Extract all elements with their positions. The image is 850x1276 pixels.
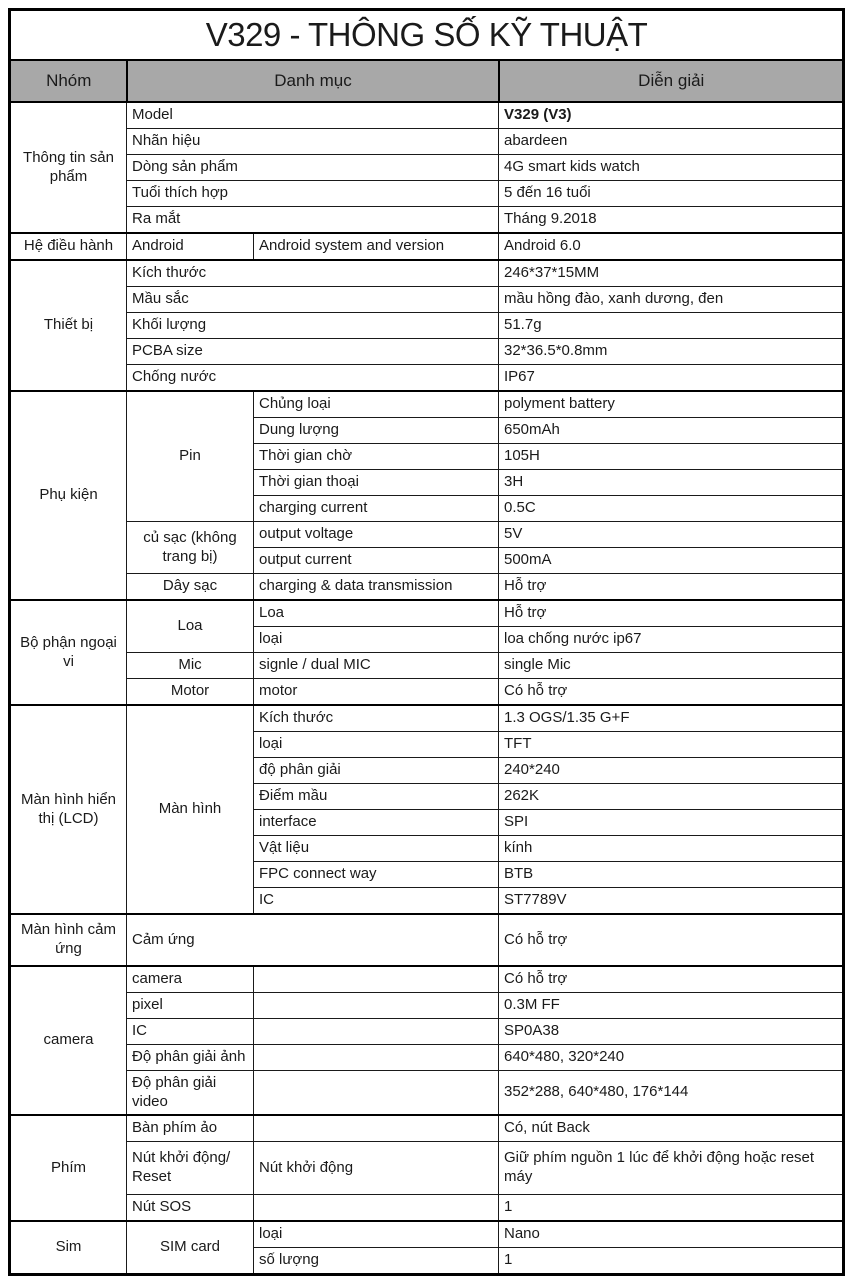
value-cell: ST7789V (499, 888, 844, 915)
subcategory-cell: output voltage (254, 522, 499, 548)
table-row (10, 207, 844, 234)
category-cell: Dây sạc (127, 574, 254, 601)
category-cell: Mic (127, 653, 254, 679)
section-thong-tin-san-pham (10, 102, 844, 233)
subcategory-cell: loại (254, 732, 499, 758)
category-cell: Ra mắt (127, 207, 499, 234)
subcategory-cell: Thời gian thoại (254, 470, 499, 496)
category-cell: Mầu sắc (127, 287, 499, 313)
value-cell: 1.3 OGS/1.35 G+F (499, 705, 844, 732)
value-cell: SPI (499, 810, 844, 836)
table-row (10, 155, 844, 181)
value-cell: loa chống nước ip67 (499, 627, 844, 653)
group-cell: Màn hình hiển thị (LCD) (10, 705, 127, 914)
category-cell: Nhãn hiệu (127, 129, 499, 155)
table-row (10, 181, 844, 207)
value-cell: kính (499, 836, 844, 862)
value-cell: 240*240 (499, 758, 844, 784)
group-cell: Màn hình cảm ứng (10, 914, 127, 966)
header-description: Diễn giải (499, 60, 844, 102)
category-cell: Chống nước (127, 365, 499, 392)
group-cell: Phụ kiện (10, 391, 127, 600)
category-cell: Dòng sản phẩm (127, 155, 499, 181)
table-row (10, 600, 844, 627)
value-cell: Có, nút Back (499, 1115, 844, 1142)
value-cell: 5 đến 16 tuổi (499, 181, 844, 207)
table-row (10, 1019, 844, 1045)
subcategory-cell: motor (254, 679, 499, 706)
category-cell: SIM card (127, 1221, 254, 1275)
table-row (10, 365, 844, 392)
table-row (10, 1115, 844, 1142)
section-man-hinh-cam-ung (10, 914, 844, 966)
category-cell: Kích thước (127, 260, 499, 287)
subcategory-cell (254, 1195, 499, 1222)
category-cell: Android (127, 233, 254, 260)
group-cell: Bộ phận ngoại vi (10, 600, 127, 705)
subcategory-cell: Điểm mầu (254, 784, 499, 810)
subcategory-cell: signle / dual MIC (254, 653, 499, 679)
value-cell: 3H (499, 470, 844, 496)
value-cell: V329 (V3) (499, 102, 844, 129)
table-row (10, 1195, 844, 1222)
category-cell: Cảm ứng (127, 914, 499, 966)
section-phu-kien (10, 391, 844, 600)
value-cell: 4G smart kids watch (499, 155, 844, 181)
group-cell: Phím (10, 1115, 127, 1221)
category-cell: Khối lượng (127, 313, 499, 339)
category-cell: củ sạc (không trang bị) (127, 522, 254, 574)
subcategory-cell: Thời gian chờ (254, 444, 499, 470)
table-row (10, 1221, 844, 1248)
category-cell: Tuổi thích hợp (127, 181, 499, 207)
subcategory-cell: FPC connect way (254, 862, 499, 888)
category-cell: camera (127, 966, 254, 993)
subcategory-cell: số lượng (254, 1248, 499, 1275)
spec-table (8, 8, 845, 1276)
section-thiet-bi (10, 260, 844, 391)
section-camera (10, 966, 844, 1115)
value-cell: Có hỗ trợ (499, 966, 844, 993)
table-row (10, 391, 844, 418)
category-cell: Nút SOS (127, 1195, 254, 1222)
table-row (10, 1071, 844, 1116)
group-cell: Thông tin sản phẩm (10, 102, 127, 233)
subcategory-cell (254, 1045, 499, 1071)
table-row (10, 966, 844, 993)
category-cell: PCBA size (127, 339, 499, 365)
value-cell: 0.5C (499, 496, 844, 522)
group-cell: Sim (10, 1221, 127, 1275)
table-row (10, 993, 844, 1019)
table-row (10, 1142, 844, 1195)
value-cell: 262K (499, 784, 844, 810)
category-cell: Độ phân giải video (127, 1071, 254, 1116)
table-row (10, 287, 844, 313)
section-man-hinh-lcd (10, 705, 844, 914)
category-cell: Độ phân giải ảnh (127, 1045, 254, 1071)
subcategory-cell (254, 1019, 499, 1045)
subcategory-cell (254, 966, 499, 993)
value-cell: Hỗ trợ (499, 574, 844, 601)
subcategory-cell (254, 1071, 499, 1116)
table-row (10, 233, 844, 260)
category-cell: Màn hình (127, 705, 254, 914)
table-row (10, 129, 844, 155)
category-cell: IC (127, 1019, 254, 1045)
category-cell: Bàn phím ảo (127, 1115, 254, 1142)
table-row (10, 522, 844, 548)
value-cell: 640*480, 320*240 (499, 1045, 844, 1071)
table-row (10, 653, 844, 679)
value-cell: 51.7g (499, 313, 844, 339)
category-cell: Nút khởi động/ Reset (127, 1142, 254, 1195)
table-row (10, 102, 844, 129)
table-row (10, 574, 844, 601)
table-row (10, 339, 844, 365)
value-cell: IP67 (499, 365, 844, 392)
value-cell: Android 6.0 (499, 233, 844, 260)
subcategory-cell: output current (254, 548, 499, 574)
subcategory-cell: interface (254, 810, 499, 836)
subcategory-cell: IC (254, 888, 499, 915)
subcategory-cell: Dung lượng (254, 418, 499, 444)
value-cell: 105H (499, 444, 844, 470)
value-cell: Hỗ trợ (499, 600, 844, 627)
subcategory-cell: charging & data transmission (254, 574, 499, 601)
value-cell: 5V (499, 522, 844, 548)
subcategory-cell: Nút khởi động (254, 1142, 499, 1195)
value-cell: 650mAh (499, 418, 844, 444)
section-bo-phan-ngoai-vi (10, 600, 844, 705)
table-row (10, 313, 844, 339)
table-row (10, 260, 844, 287)
group-cell: Thiết bị (10, 260, 127, 391)
value-cell: BTB (499, 862, 844, 888)
category-cell: Pin (127, 391, 254, 522)
section-sim (10, 1221, 844, 1275)
subcategory-cell: loại (254, 627, 499, 653)
value-cell: 246*37*15MM (499, 260, 844, 287)
value-cell: Giữ phím nguồn 1 lúc để khởi động hoặc reset máy (499, 1142, 844, 1195)
subcategory-cell: Chủng loại (254, 391, 499, 418)
value-cell: abardeen (499, 129, 844, 155)
subcategory-cell: Kích thước (254, 705, 499, 732)
table-row (10, 679, 844, 706)
subcategory-cell: Vật liệu (254, 836, 499, 862)
subcategory-cell: loại (254, 1221, 499, 1248)
value-cell: 352*288, 640*480, 176*144 (499, 1071, 844, 1116)
page-title: V329 - THÔNG SỐ KỸ THUẬT (10, 10, 844, 61)
value-cell: 32*36.5*0.8mm (499, 339, 844, 365)
subcategory-cell (254, 1115, 499, 1142)
subcategory-cell: Loa (254, 600, 499, 627)
value-cell: 0.3M FF (499, 993, 844, 1019)
value-cell: single Mic (499, 653, 844, 679)
subcategory-cell: độ phân giải (254, 758, 499, 784)
value-cell: SP0A38 (499, 1019, 844, 1045)
category-cell: Motor (127, 679, 254, 706)
value-cell: 1 (499, 1195, 844, 1222)
group-cell: camera (10, 966, 127, 1115)
category-cell: Model (127, 102, 499, 129)
section-phim (10, 1115, 844, 1221)
header-category: Danh mục (127, 60, 499, 102)
value-cell: polyment battery (499, 391, 844, 418)
value-cell: TFT (499, 732, 844, 758)
category-cell: Loa (127, 600, 254, 653)
section-he-dieu-hanh (10, 233, 844, 260)
category-cell: pixel (127, 993, 254, 1019)
subcategory-cell (254, 993, 499, 1019)
value-cell: mầu hồng đào, xanh dương, đen (499, 287, 844, 313)
group-cell: Hệ điều hành (10, 233, 127, 260)
table-row (10, 705, 844, 732)
value-cell: Có hỗ trợ (499, 914, 844, 966)
value-cell: Nano (499, 1221, 844, 1248)
header-group: Nhóm (10, 60, 127, 102)
table-row (10, 914, 844, 966)
table-row (10, 1045, 844, 1071)
subcategory-cell: charging current (254, 496, 499, 522)
value-cell: Có hỗ trợ (499, 679, 844, 706)
value-cell: 500mA (499, 548, 844, 574)
value-cell: 1 (499, 1248, 844, 1275)
value-cell: Tháng 9.2018 (499, 207, 844, 234)
subcategory-cell: Android system and version (254, 233, 499, 260)
